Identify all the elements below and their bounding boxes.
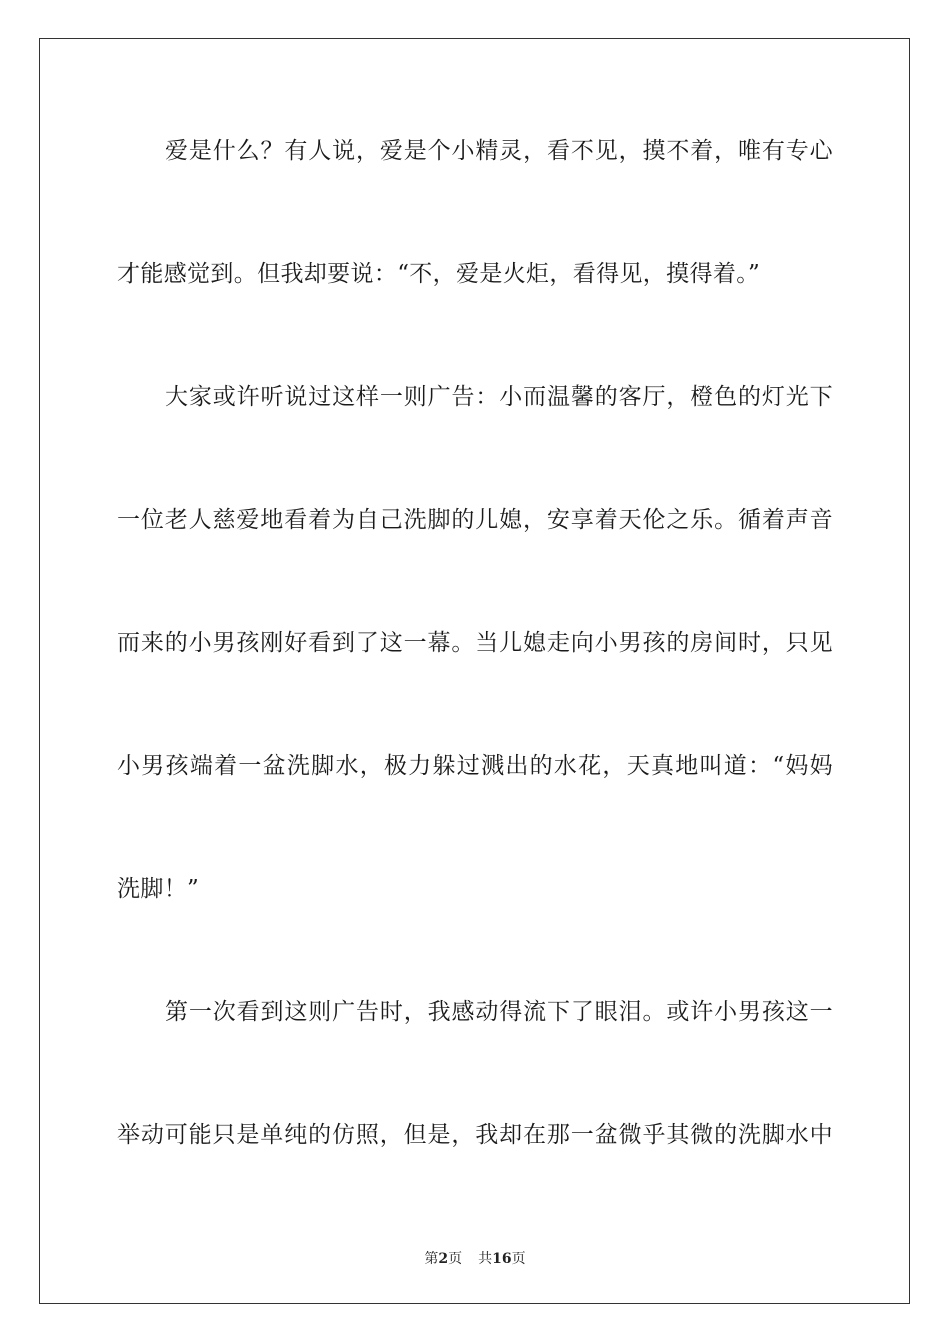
footer-page-prefix: 第 [424,1251,439,1267]
footer-total-pages: 16 [492,1251,512,1267]
footer-page-suffix: 页 [448,1251,463,1267]
paragraph-2-line-3: 而来的小男孩刚好看到了这一幕。当儿媳走向小男孩的房间时，只见 [117,630,833,656]
page-border [39,38,910,1304]
paragraph-2-line-2: 一位老人慈爱地看着为自己洗脚的儿媳，安享着天伦之乐。循着声音 [117,507,833,533]
paragraph-2-line-5: 洗脚！” [117,876,200,902]
page-footer [0,1248,950,1268]
footer-total-prefix: 共 [478,1251,493,1267]
paragraph-1-line-1: 爱是什么？有人说，爱是个小精灵，看不见，摸不着，唯有专心 [165,138,833,164]
paragraph-2-line-4: 小男孩端着一盆洗脚水，极力躲过溅出的水花，天真地叫道：“妈妈 [117,753,833,779]
footer-total-suffix: 页 [511,1251,526,1267]
paragraph-2-line-1: 大家或许听说过这样一则广告：小而温馨的客厅，橙色的灯光下 [165,384,833,410]
paragraph-3-line-1: 第一次看到这则广告时，我感动得流下了眼泪。或许小男孩这一 [165,999,833,1025]
paragraph-3-line-2: 举动可能只是单纯的仿照，但是，我却在那一盆微乎其微的洗脚水中 [117,1122,833,1148]
footer-page-number: 2 [438,1251,449,1267]
paragraph-1-line-2: 才能感觉到。但我却要说：“不，爱是火炬，看得见，摸得着。” [117,261,761,287]
